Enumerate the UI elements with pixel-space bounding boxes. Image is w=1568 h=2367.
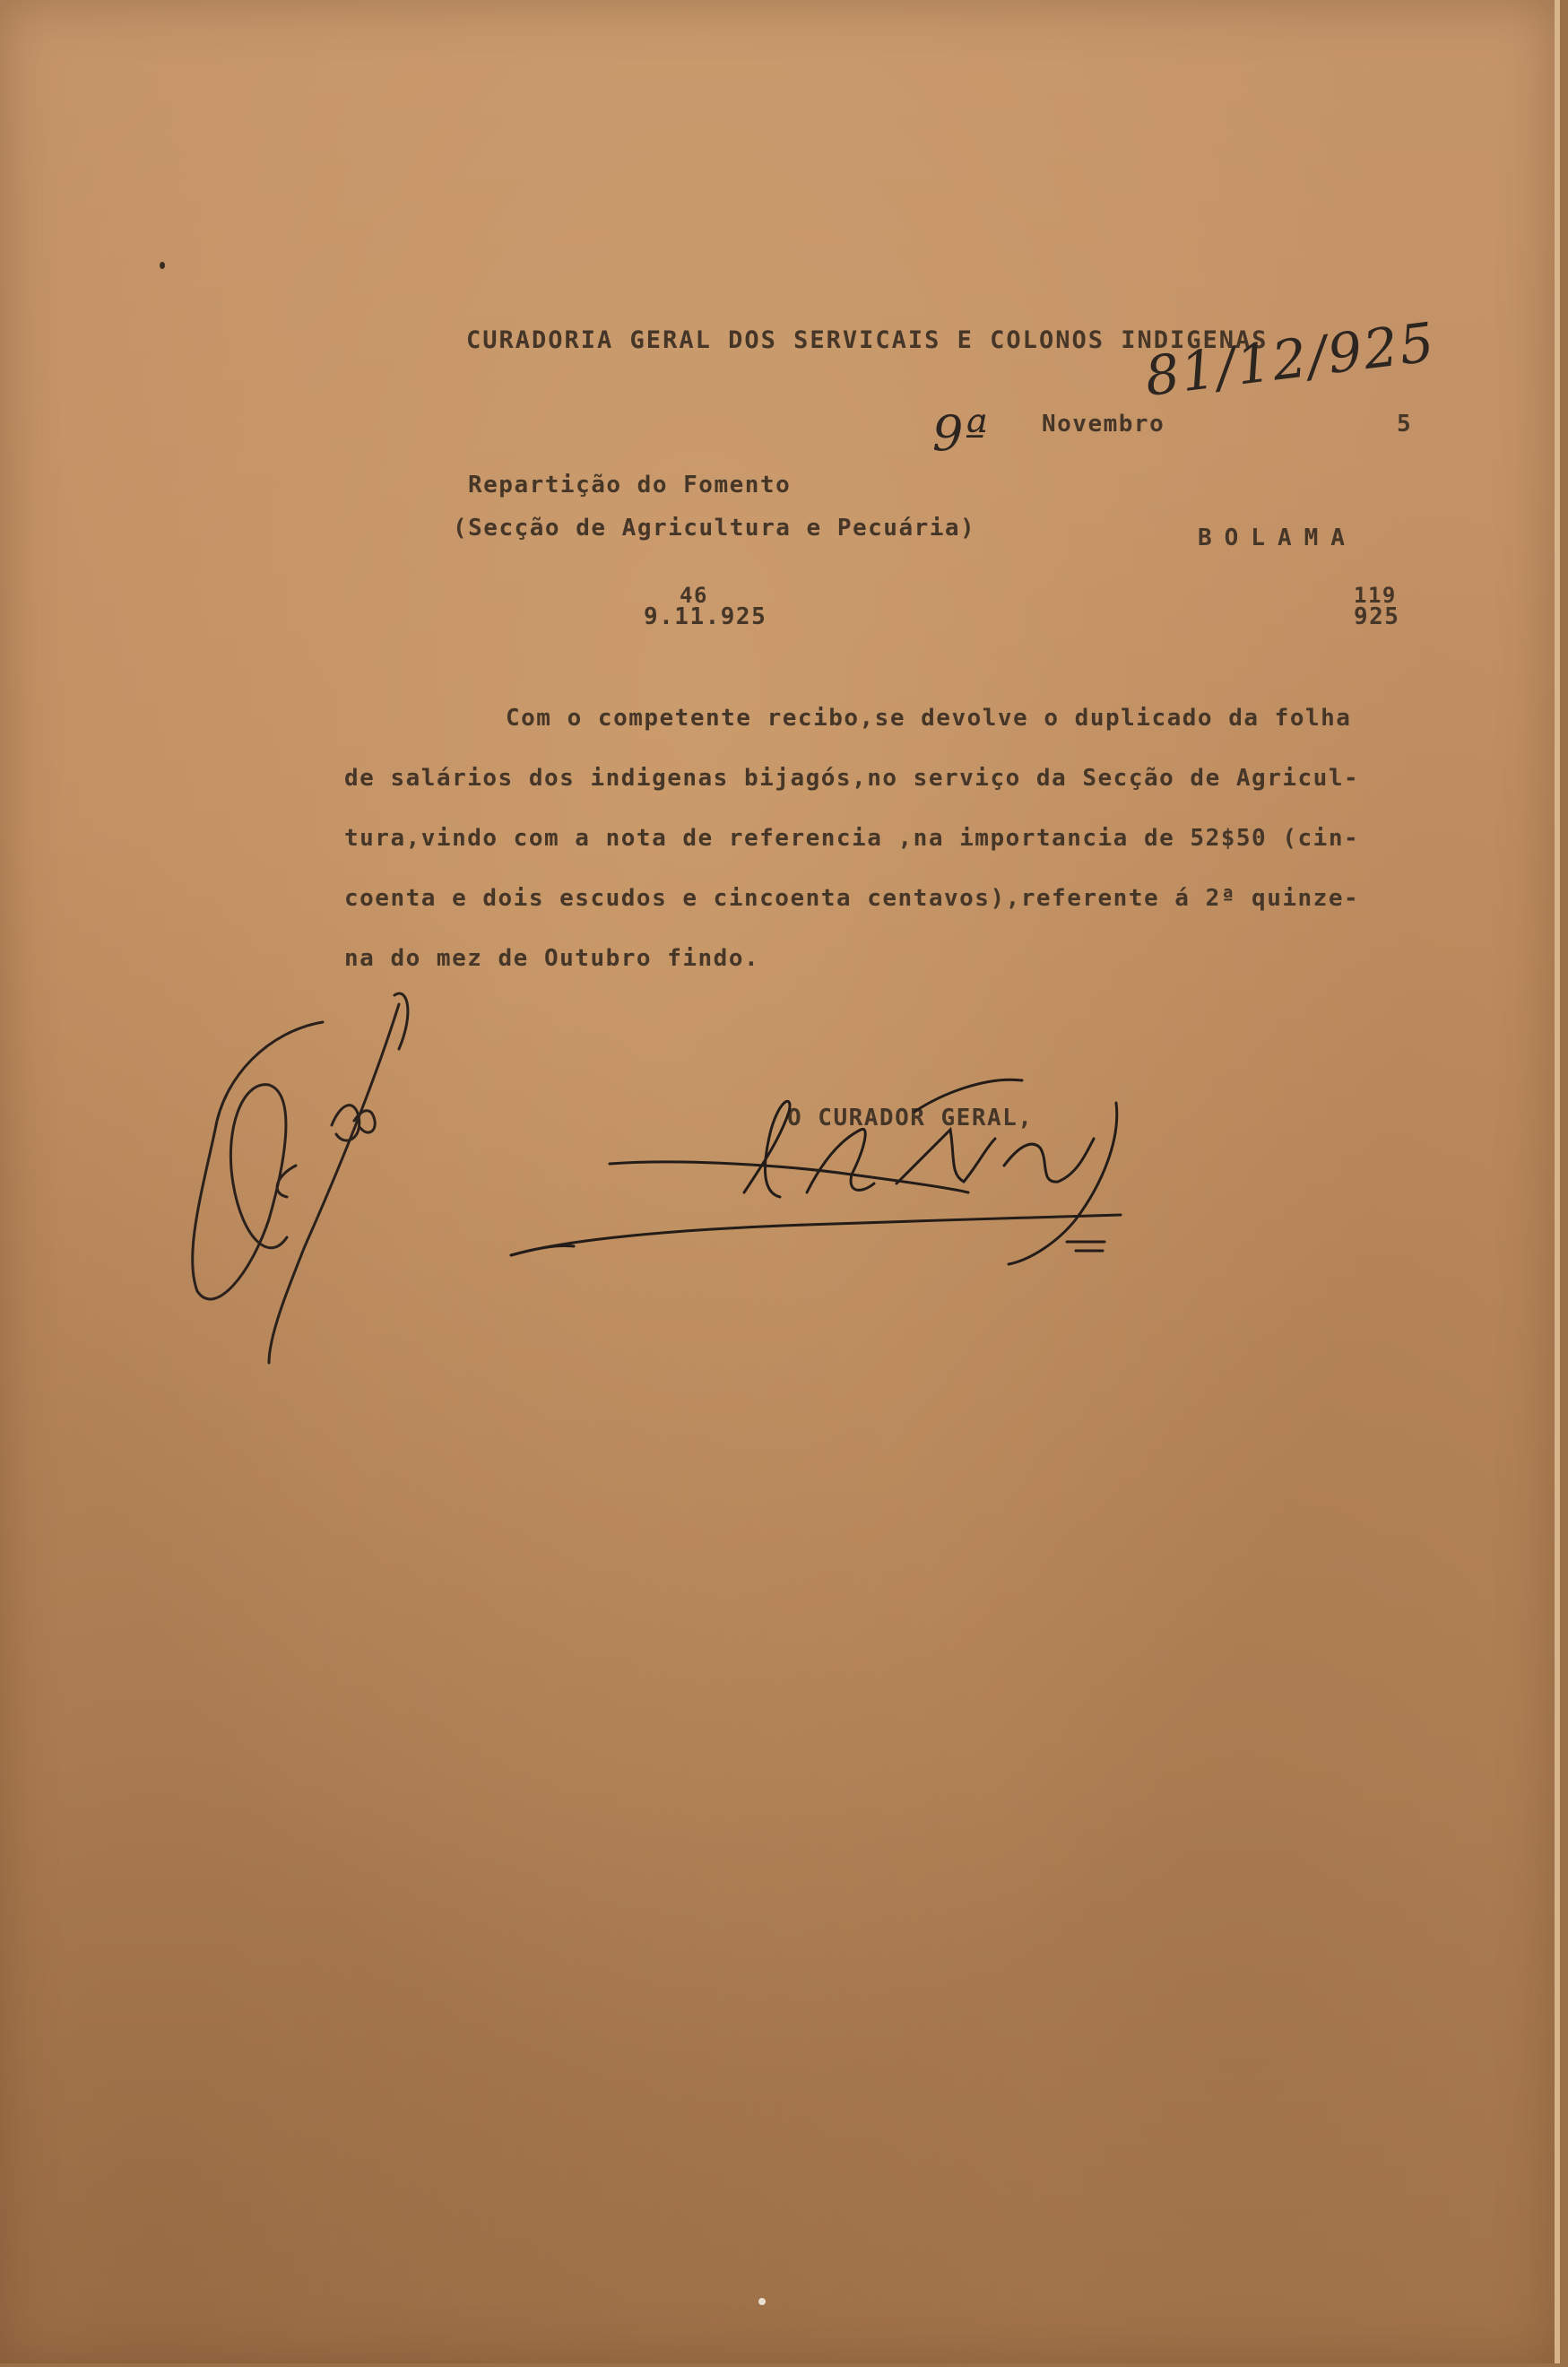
date-month: Novembro [1042, 411, 1165, 438]
body-line: tura,vindo com a nota de referencia ,na importancia de 52$50 (cin- [344, 825, 1360, 852]
recipient-section: (Secção de Agricultura e Pecuária) [453, 515, 976, 542]
date-year-digit: 5 [1397, 411, 1413, 438]
signer-title: O CURADOR GERAL, [787, 1105, 1034, 1131]
body-line: na do mez de Outubro findo. [344, 945, 760, 972]
place-name: BOLAMA [1198, 525, 1357, 551]
recipient-department: Repartição do Fomento [468, 472, 792, 499]
reference-date: 9.11.925 [644, 603, 767, 630]
body-line: coenta e dois escudos e cincoenta centavos),referente á 2ª quinze- [344, 885, 1360, 912]
curator-signature [511, 1079, 1121, 1264]
office-number: 119 [1354, 583, 1397, 608]
body-line: Com o competente recibo,se devolve o duplicado da folha [506, 705, 1352, 732]
body-line: de salários dos indigenas bijagós,no serviço da Secção de Agricul- [344, 765, 1360, 792]
left-initials-signature [193, 993, 408, 1363]
reference-number: 46 [680, 583, 708, 608]
date-day: 9ª [932, 405, 990, 462]
handwritten-date: 81/12/925 [1141, 310, 1440, 409]
page-heading: CURADORIA GERAL DOS SERVICAIS E COLONOS INDIGENAS [466, 326, 1269, 354]
office-year: 925 [1354, 603, 1400, 630]
